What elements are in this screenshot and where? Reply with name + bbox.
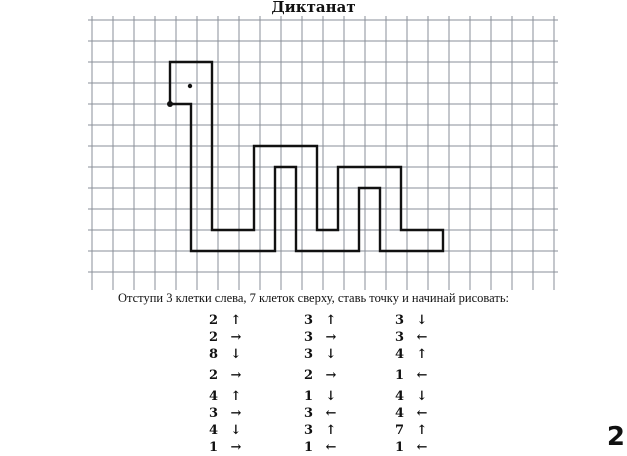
step-count: 3 xyxy=(303,313,313,328)
arrow-left-icon: ← xyxy=(416,406,428,421)
arrow-left-icon: ← xyxy=(325,440,337,455)
step-count: 2 xyxy=(208,368,218,383)
arrow-right-icon: → xyxy=(230,440,242,455)
command-step xyxy=(303,423,337,439)
arrow-up-icon: ↑ xyxy=(325,423,337,438)
step-count: 1 xyxy=(394,440,404,455)
step-count: 2 xyxy=(208,330,218,345)
step-count: 1 xyxy=(208,440,218,455)
command-step xyxy=(394,368,428,384)
command-step xyxy=(303,313,337,329)
step-count: 1 xyxy=(303,389,313,404)
command-step xyxy=(208,389,242,405)
command-step xyxy=(303,389,337,405)
command-step xyxy=(303,347,337,363)
step-count: 3 xyxy=(394,330,404,345)
step-count: 7 xyxy=(394,423,404,438)
command-step xyxy=(394,423,428,439)
command-step xyxy=(303,406,337,422)
arrow-down-icon: ↓ xyxy=(416,313,428,328)
arrow-down-icon: ↓ xyxy=(416,389,428,404)
command-step xyxy=(208,423,242,439)
eye-dot xyxy=(188,84,192,88)
command-step xyxy=(208,440,242,456)
step-count: 2 xyxy=(303,368,313,383)
step-count: 3 xyxy=(303,330,313,345)
arrow-up-icon: ↑ xyxy=(325,313,337,328)
arrow-right-icon: → xyxy=(325,368,337,383)
step-count: 3 xyxy=(303,347,313,362)
start-dot xyxy=(167,101,173,107)
arrow-up-icon: ↑ xyxy=(416,347,428,362)
instruction-text: Отступи 3 клетки слева, 7 клеток сверху, ставь точку и начинай рисовать: xyxy=(117,291,509,305)
arrow-right-icon: → xyxy=(230,330,242,345)
arrow-left-icon: ← xyxy=(416,330,428,345)
step-count: 4 xyxy=(208,389,218,404)
command-step xyxy=(303,330,337,346)
arrow-down-icon: ↓ xyxy=(230,423,242,438)
command-step xyxy=(303,440,337,456)
command-step xyxy=(394,347,428,363)
page-title: Диктанат xyxy=(271,0,356,16)
figure-path xyxy=(170,62,443,251)
page-number: 2 xyxy=(606,422,625,452)
command-step xyxy=(208,330,242,346)
arrow-right-icon: → xyxy=(230,406,242,421)
command-step xyxy=(394,330,428,346)
grid-lines xyxy=(88,16,558,290)
step-count: 1 xyxy=(303,440,313,455)
command-step xyxy=(394,313,428,329)
command-step xyxy=(394,389,428,405)
step-count: 3 xyxy=(303,423,313,438)
arrow-down-icon: ↓ xyxy=(325,389,337,404)
step-count: 3 xyxy=(208,406,218,421)
arrow-down-icon: ↓ xyxy=(325,347,337,362)
arrow-up-icon: ↑ xyxy=(230,313,242,328)
arrow-left-icon: ← xyxy=(416,368,428,383)
arrow-up-icon: ↑ xyxy=(230,389,242,404)
arrow-left-icon: ← xyxy=(325,406,337,421)
step-count: 3 xyxy=(394,313,404,328)
step-count: 2 xyxy=(208,313,218,328)
command-step xyxy=(303,368,337,384)
step-count: 3 xyxy=(303,406,313,421)
step-count: 4 xyxy=(208,423,218,438)
command-step xyxy=(208,313,242,329)
arrow-down-icon: ↓ xyxy=(230,347,242,362)
arrow-up-icon: ↑ xyxy=(416,423,428,438)
command-step xyxy=(208,368,242,384)
arrow-right-icon: → xyxy=(230,368,242,383)
arrow-left-icon: ← xyxy=(416,440,428,455)
step-count: 4 xyxy=(394,347,404,362)
command-step xyxy=(394,406,428,422)
step-count: 4 xyxy=(394,406,404,421)
step-count: 1 xyxy=(394,368,404,383)
command-step xyxy=(208,347,242,363)
step-count: 4 xyxy=(394,389,404,404)
arrow-right-icon: → xyxy=(325,330,337,345)
command-step xyxy=(208,406,242,422)
step-count: 8 xyxy=(208,347,218,362)
command-step xyxy=(394,440,428,456)
